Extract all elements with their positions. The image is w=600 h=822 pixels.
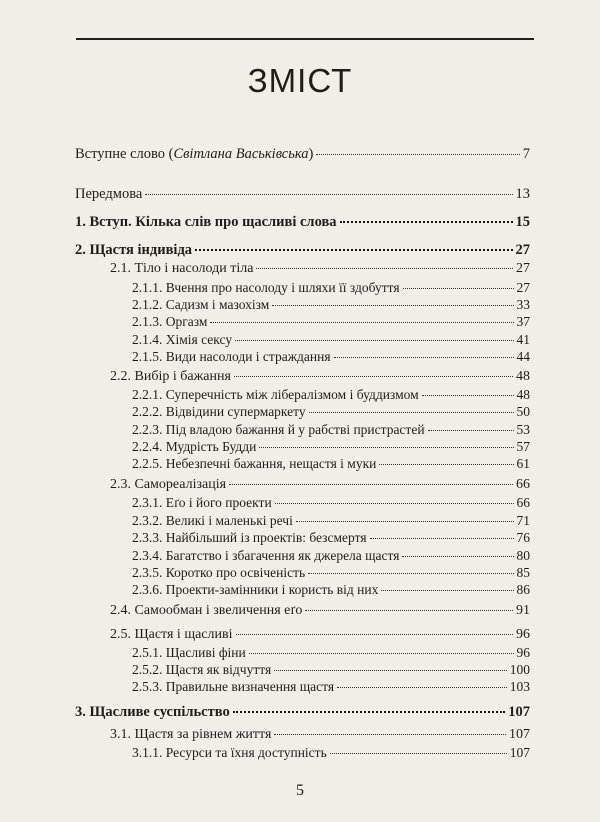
toc-entry[interactable] <box>132 679 530 695</box>
toc-entry-label: 3.1. Щастя за рівнем життя <box>110 727 272 742</box>
toc-entry[interactable] <box>132 422 530 438</box>
toc-entry-page: 57 <box>516 439 530 454</box>
toc-leader-dots <box>370 538 514 539</box>
toc-entry[interactable] <box>132 349 530 365</box>
toc-entry[interactable] <box>110 627 530 643</box>
toc-leader-dots <box>195 249 512 251</box>
toc-leader-dots <box>402 556 513 557</box>
toc-entry[interactable] <box>75 146 530 163</box>
toc-entry-page: 48 <box>516 369 530 384</box>
page-number: 5 <box>296 782 304 799</box>
toc-entry-page: 61 <box>516 456 530 471</box>
toc-entry-page: 107 <box>509 745 530 760</box>
toc-entry[interactable] <box>132 662 530 678</box>
toc-leader-dots <box>379 464 513 465</box>
toc-entry[interactable] <box>132 582 530 598</box>
toc-entry[interactable] <box>132 548 530 564</box>
toc-entry-label: 1. Вступ. Кілька слів про щасливі слова <box>75 214 337 230</box>
toc-entry-label: 3. Щасливе суспільство <box>75 704 230 720</box>
toc-leader-dots <box>403 288 514 289</box>
toc-leader-dots <box>340 221 513 223</box>
toc-entry[interactable] <box>132 745 530 761</box>
toc-entry-label: 2.2.3. Під владою бажання й у рабстві пристрастей <box>132 422 425 437</box>
toc-entry[interactable] <box>132 280 530 296</box>
toc-entry-page: 44 <box>516 349 530 364</box>
toc-entry[interactable] <box>132 387 530 403</box>
toc-entry-label: 2.2.2. Відвідини супермаркету <box>132 404 306 419</box>
toc-entry-page: 37 <box>516 314 530 329</box>
toc-entry-label: 2.3.1. Еґо і його проекти <box>132 495 272 510</box>
toc-entry[interactable] <box>110 261 530 277</box>
toc-entry-label: 2.3.5. Коротко про освіченість <box>132 565 306 580</box>
toc-entry-label: 2.5.3. Правильне визначення щастя <box>132 679 335 694</box>
toc-leader-dots <box>337 687 507 688</box>
toc-entry[interactable] <box>132 513 530 529</box>
toc-entry-label: 2.5. Щастя і щасливі <box>110 627 233 642</box>
toc-entry-page: 33 <box>516 297 530 312</box>
toc-entry-page: 91 <box>516 603 530 618</box>
toc-leader-dots <box>210 322 513 323</box>
toc-leader-dots <box>296 521 514 522</box>
toc-leader-dots <box>309 412 514 413</box>
toc-entry[interactable] <box>75 186 530 203</box>
toc-entry-label-prefix: Вступне слово ( <box>75 146 174 162</box>
toc-entry-page: 86 <box>516 582 530 597</box>
toc-leader-dots <box>275 503 514 504</box>
toc-leader-dots <box>422 395 514 396</box>
toc-leader-dots <box>308 573 513 574</box>
toc-entry-page: 41 <box>516 332 530 347</box>
toc-entry[interactable] <box>132 314 530 330</box>
toc-entry-page: 66 <box>516 477 530 492</box>
toc-entry-page: 27 <box>515 242 530 258</box>
toc-entry-page: 103 <box>509 679 530 694</box>
toc-entry-page: 80 <box>516 548 530 563</box>
page-title: ЗМІСТ <box>247 62 353 99</box>
toc-entry-page: 100 <box>509 662 530 677</box>
toc-leader-dots <box>274 670 507 671</box>
toc-entry-label: 2.3.2. Великі і маленькі речі <box>132 513 293 528</box>
toc-entry-label: 2.1.5. Види насолоди і страждання <box>132 349 331 364</box>
toc-entry-label: 2.3.4. Багатство і збагачення як джерела щастя <box>132 548 400 563</box>
toc-leader-dots <box>330 753 507 754</box>
toc-entry-label: 2.1. Тіло і насолоди тіла <box>110 261 254 276</box>
toc-entry-label: 2.1.1. Вчення про насолоду і шляхи її здобуття <box>132 280 400 295</box>
toc-entry[interactable] <box>132 404 530 420</box>
toc-entry-page: 107 <box>508 704 530 720</box>
toc-entry-page: 48 <box>516 387 530 402</box>
toc-entry[interactable] <box>132 439 530 455</box>
toc-leader-dots <box>305 610 513 611</box>
toc-entry[interactable] <box>132 456 530 472</box>
toc-entry-page: 76 <box>516 530 530 545</box>
toc-entry[interactable] <box>132 645 530 661</box>
toc-entry[interactable] <box>75 214 530 231</box>
toc-leader-dots <box>334 357 514 358</box>
toc-entry[interactable] <box>132 565 530 581</box>
toc-leader-dots <box>229 484 513 485</box>
toc-entry-label <box>75 146 313 163</box>
toc-entry[interactable] <box>132 530 530 546</box>
toc-leader-dots <box>236 634 514 635</box>
toc-entry-page: 53 <box>516 422 530 437</box>
toc-leader-dots <box>259 447 513 448</box>
toc-entry-page: 107 <box>509 727 530 742</box>
toc-entry-page: 71 <box>516 513 530 528</box>
toc-entry-label: 3.1.1. Ресурси та їхня доступність <box>132 745 327 760</box>
toc-entry[interactable] <box>75 242 530 259</box>
toc-entry-page: 15 <box>515 214 530 230</box>
toc-entry-page: 66 <box>516 495 530 510</box>
toc-leader-dots <box>249 653 514 654</box>
toc-entry-page: 96 <box>516 645 530 660</box>
toc-entry-page: 96 <box>516 627 530 642</box>
toc-entry[interactable] <box>132 495 530 511</box>
toc-entry-label: 2.3.3. Найбільший із проектів: безсмертя <box>132 530 367 545</box>
toc-leader-dots <box>233 711 506 713</box>
toc-entry-label: 2.5.2. Щастя як відчуття <box>132 662 272 677</box>
toc-entry-page: 85 <box>516 565 530 580</box>
toc-leader-dots <box>272 305 513 306</box>
toc-entry-label: 2.1.2. Садизм і мазохізм <box>132 297 270 312</box>
toc-entry[interactable] <box>132 297 530 313</box>
toc-entry[interactable] <box>110 369 530 385</box>
toc-entry-label: 2.1.3. Оргазм <box>132 314 208 329</box>
toc-leader-dots <box>234 376 513 377</box>
toc-entry-label: 2.2.5. Небезпечні бажання, нещастя і муки <box>132 456 377 471</box>
toc-entry-label: 2.2.4. Мудрість Будди <box>132 439 257 454</box>
toc-entry-label: 2.3.6. Проекти-замінники і користь від них <box>132 582 379 597</box>
toc-entry-label: 2.3. Самореалізація <box>110 477 227 492</box>
toc-entry-label: 2.4. Самообман і звеличення еґо <box>110 603 303 618</box>
toc-leader-dots <box>428 430 514 431</box>
toc-leader-dots <box>274 734 506 735</box>
toc-entry-author: Світлана Васьківська <box>173 146 309 162</box>
toc-entry-page: 7 <box>522 146 530 162</box>
toc-entry[interactable] <box>132 332 530 348</box>
toc-leader-dots <box>235 340 513 341</box>
toc-entry-page: 27 <box>516 280 530 295</box>
toc-entry[interactable] <box>110 603 530 619</box>
toc-leader-dots <box>145 194 512 195</box>
toc-entry[interactable] <box>75 704 530 721</box>
toc-entry-page: 13 <box>515 186 530 202</box>
toc-entry-label: 2.2. Вибір і бажання <box>110 369 231 384</box>
toc-entry-label: 2.2.1. Суперечність між лібералізмом і буддизмом <box>132 387 419 402</box>
toc-entry-page: 50 <box>516 404 530 419</box>
toc-entry[interactable] <box>110 477 530 493</box>
toc-entry-label: 2. Щастя індивіда <box>75 242 193 258</box>
toc-leader-dots <box>316 154 519 155</box>
toc-entry-label-suffix: ) <box>308 146 314 162</box>
toc-entry-label: Передмова <box>75 186 143 202</box>
toc-entry-label: 2.5.1. Щасливі фіни <box>132 645 246 660</box>
toc-leader-dots <box>256 268 513 269</box>
toc-entry[interactable] <box>110 727 530 743</box>
toc-entry-page: 27 <box>516 261 530 276</box>
toc-leader-dots <box>381 590 513 591</box>
toc-entry-label: 2.1.4. Хімія сексу <box>132 332 233 347</box>
